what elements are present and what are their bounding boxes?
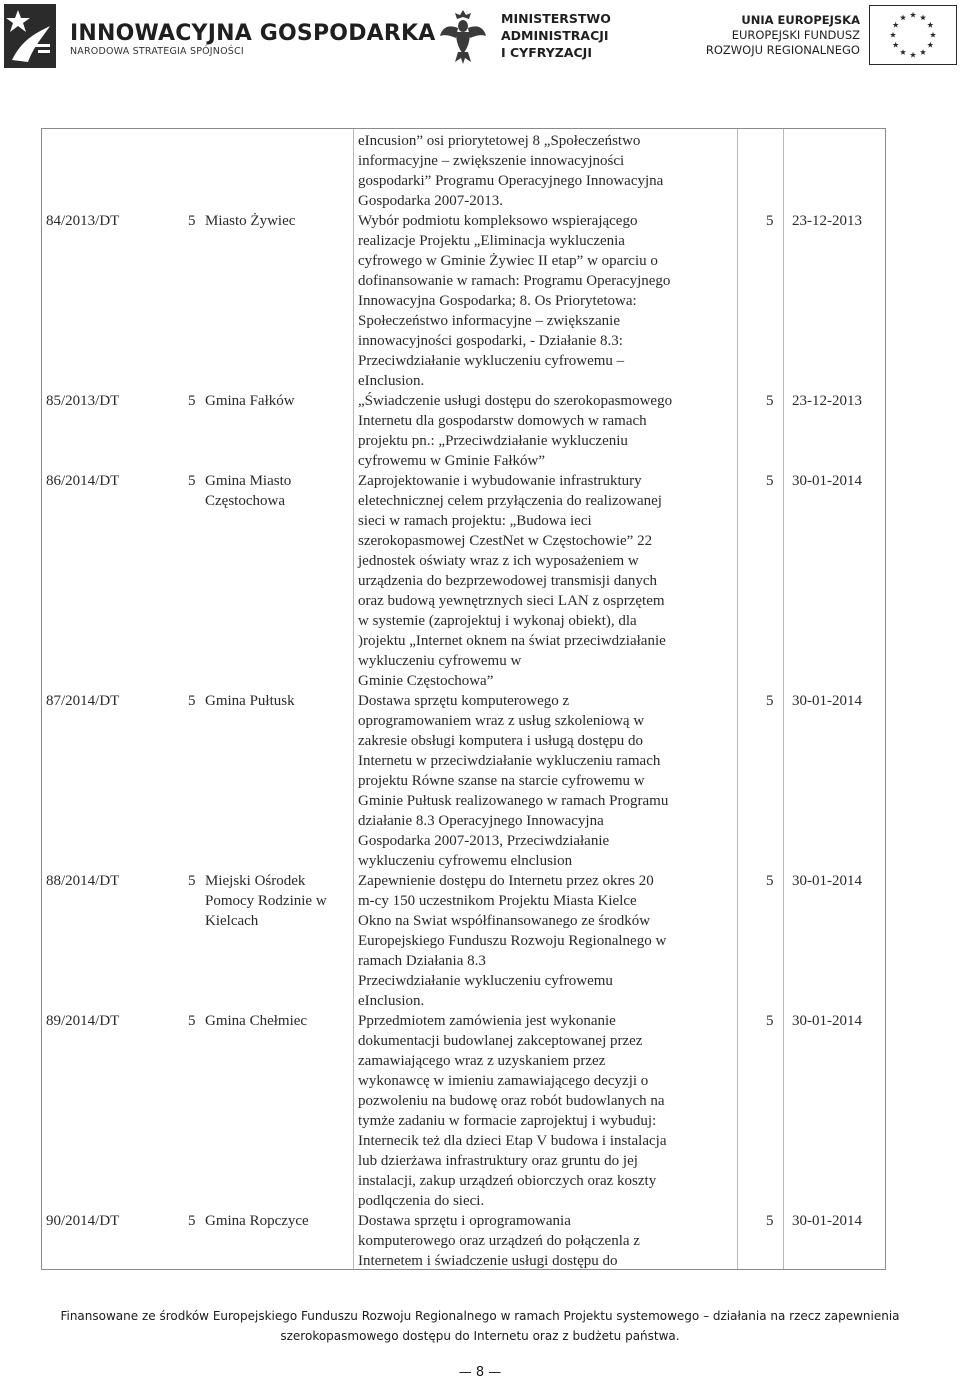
description-line: wykluczeniu cyfrowemu w [358, 653, 522, 669]
ministry-line: MINISTERSTWO [501, 11, 611, 26]
description-line: dofinansowanie w ramach: Programu Operacyjnego [358, 273, 671, 289]
description-line: w systemie (zaprojektuj i wykonaj obiekt), dla [358, 613, 637, 629]
institution-line: Pomocy Rodzinie w [205, 893, 327, 909]
description-cell [358, 471, 718, 691]
description-cell [358, 1011, 718, 1211]
contract-number: 90/2014/DT [46, 1213, 120, 1229]
date-cell: 30-01-2014 [792, 873, 862, 889]
date-cell: 23-12-2013 [792, 213, 862, 229]
description-line: tymże zadaniu w formacie zaprojektuj i wybuduj: [358, 1113, 657, 1129]
institution-cell [205, 391, 347, 411]
institution-line: Gmina Ropczyce [205, 1213, 309, 1229]
ministry-name [501, 10, 611, 61]
description-cell [358, 1211, 718, 1270]
description-line: eInclusion. [358, 993, 425, 1009]
column-divider [783, 129, 784, 1269]
count-cell-b: 5 [766, 393, 774, 409]
description-line: Gospodarka 2007-2013, Przeciwdziałanie [358, 833, 610, 849]
description-line: „Świadczenie usługi dostępu do szerokopasmowego [358, 393, 673, 409]
description-line: Okno na Swiat współfinansowanego ze środków [358, 913, 651, 929]
footer-line: Finansowane ze środków Europejskiego Funduszu Rozwoju Regionalnego w ramach Projektu systemowego – działania na rzecz zapewnienia [60, 1309, 900, 1323]
count-cell: 5 [188, 693, 196, 709]
contract-number: 85/2013/DT [46, 393, 120, 409]
count-cell: 5 [188, 213, 196, 229]
description-line: innowacyjności gospodarki, - Działanie 8.3: [358, 333, 623, 349]
institution-line: Miejski Ośrodek [205, 873, 306, 889]
description-line: eInclusion. [358, 373, 425, 389]
description-line: Gminie Częstochowa” [358, 673, 494, 689]
footer-line: szerokopasmowego dostępu do Internetu oraz z budżetu państwa. [280, 1329, 680, 1343]
description-line: Dostawa sprzętu i oprogramowania [358, 1213, 571, 1229]
count-cell: 5 [188, 1013, 196, 1029]
description-line: Zapewnienie dostępu do Internetu przez okres 20 [358, 873, 654, 889]
count-cell-b: 5 [766, 693, 774, 709]
description-cell [358, 211, 718, 391]
description-line: Pprzedmiotem zamówienia jest wykonanie [358, 1013, 616, 1029]
description-cell [358, 691, 718, 871]
description-line: eIncusion” osi priorytetowej 8 „Społeczeństwo [358, 133, 641, 149]
date-cell: 30-01-2014 [792, 1013, 862, 1029]
description-line: wykluczeniu cyfrowemu elnclusion [358, 853, 573, 869]
description-line: Gminie Pułtusk realizowanego w ramach Programu [358, 793, 669, 809]
contract-number: 86/2014/DT [46, 473, 120, 489]
count-cell: 5 [188, 873, 196, 889]
column-divider [353, 129, 354, 1269]
description-line: instalacji, zakup urządzeń obiorczych oraz koszty [358, 1173, 657, 1189]
innowacyjna-gospodarka-logo [4, 4, 436, 72]
description-line: zamawiającego wraz z uzyskaniem przez [358, 1053, 606, 1069]
contract-number: 84/2013/DT [46, 213, 120, 229]
description-line: komputerowego oraz urządzeń do połączenla z [358, 1233, 640, 1249]
description-line: eletechnicznej celem przyłączenia do realizowanej [358, 493, 662, 509]
contract-number: 88/2014/DT [46, 873, 120, 889]
ig-title: INNOWACYJNA GOSPODARKA [70, 21, 436, 46]
institution-line: Częstochowa [205, 493, 285, 509]
description-line: Internetem i świadczenie usługi dostępu do [358, 1253, 618, 1269]
description-line: Przeciwdziałanie wykluczeniu cyfrowemu – [358, 353, 625, 369]
description-line: m-cy 150 uczestnikom Projektu Miasta Kielce [358, 893, 637, 909]
description-line: podlqczenia do sieci. [358, 1193, 485, 1209]
institution-cell [205, 1011, 347, 1031]
description-line: Społeczeństwo informacyjne – zwiększanie [358, 313, 620, 329]
count-cell-b: 5 [766, 213, 774, 229]
eu-line: EUROPEJSKI FUNDUSZ [731, 28, 860, 42]
description-line: Europejskiego Funduszu Rozwoju Regionalnego w [358, 933, 667, 949]
date-cell: 30-01-2014 [792, 1213, 862, 1229]
innowacyjna-gospodarka-logo-icon [4, 4, 56, 68]
description-line: realizacje Projektu „Eliminacja wykluczenia [358, 233, 625, 249]
institution-line: Gmina Pułtusk [205, 693, 295, 709]
institution-line: Gmina Miasto [205, 473, 292, 489]
eu-flag-icon [869, 5, 957, 65]
count-cell-b: 5 [766, 873, 774, 889]
eu-line: UNIA EUROPEJSKA [741, 13, 860, 27]
date-cell: 30-01-2014 [792, 693, 862, 709]
description-line: Gospodarka 2007-2013. [358, 193, 503, 209]
contract-number: 87/2014/DT [46, 693, 120, 709]
description-line: informacyjne – zwiększenie innowacyjności [358, 153, 625, 169]
column-divider [737, 129, 738, 1269]
ministry-line: I CYFRYZACJI [501, 45, 592, 60]
institution-cell [205, 691, 347, 711]
description-line: sieci w ramach projektu: „Budowa ieci [358, 513, 592, 529]
description-cell [358, 871, 718, 1011]
description-line: Zaprojektowanie i wybudowanie infrastruktury [358, 473, 642, 489]
eu-fund-name [700, 13, 860, 58]
date-cell: 30-01-2014 [792, 473, 862, 489]
description-line: Internetu dla gospodarstw domowych w ramach [358, 413, 647, 429]
institution-line: Miasto Żywiec [205, 213, 296, 229]
description-cell [358, 131, 718, 211]
institution-cell [205, 871, 347, 931]
description-line: szerokopasmowej CzestNet w Częstochowie” 22 [358, 533, 653, 549]
institution-line: Gmina Chełmiec [205, 1013, 308, 1029]
eu-line: ROZWOJU REGIONALNEGO [705, 43, 860, 57]
ministry-line: ADMINISTRACJI [501, 28, 609, 43]
description-line: gospodarki” Programu Operacyjnego Innowacyjna [358, 173, 664, 189]
description-line: projektu pn.: „Przeciwdziałanie wykluczeniu [358, 433, 628, 449]
polish-eagle-emblem-icon [438, 6, 488, 66]
description-line: Innowacyjna Gospodarka; 8. Os Priorytetowa: [358, 293, 637, 309]
description-line: wykonawcę w imieniu zamawiającego decyzji o [358, 1073, 649, 1089]
description-line: Wybór podmiotu kompleksowo wspierającego [358, 213, 638, 229]
description-line: działanie 8.3 Operacyjnego Innowacyjna [358, 813, 604, 829]
institution-cell [205, 1211, 347, 1231]
description-line: cyfrowego w Gminie Żywiec II etap” w oparciu o [358, 253, 658, 269]
page-number: — 8 — [458, 1365, 502, 1380]
description-line: lub dzierżawa infrastruktury oraz gruntu do jej [358, 1153, 638, 1169]
description-line: dokumentacji budowlanej zakceptowanej przez [358, 1033, 643, 1049]
ig-subtitle: NARODOWA STRATEGIA SPÓJNOŚCI [70, 46, 244, 57]
institution-cell [205, 211, 347, 231]
description-line: pozwoleniu na budowę oraz robót budowlanych na [358, 1093, 665, 1109]
institution-line: Gmina Fałków [205, 393, 295, 409]
description-line: Przeciwdziałanie wykluczeniu cyfrowemu [358, 973, 613, 989]
count-cell-b: 5 [766, 1213, 774, 1229]
count-cell: 5 [188, 473, 196, 489]
count-cell: 5 [188, 393, 196, 409]
description-line: Dostawa sprzętu komputerowego z [358, 693, 570, 709]
page-footer [0, 1306, 960, 1346]
description-line: )rojektu „Internet oknem na świat przeciwdziałanie [358, 633, 666, 649]
description-line: projektu Równe szanse na starcie cyfrowemu w [358, 773, 645, 789]
description-line: oprogramowaniem wraz z usług szkoleniową w [358, 713, 645, 729]
institution-cell [205, 471, 347, 511]
contracts-table [41, 128, 886, 1270]
page-header [0, 0, 960, 82]
page-number-value: 8 [475, 1365, 485, 1380]
count-cell-b: 5 [766, 1013, 774, 1029]
description-line: jednostek oświaty wraz z ich wyposażeniem w [358, 553, 639, 569]
description-line: urządzenia do bezprzewodowej transmisji danych [358, 573, 658, 589]
count-cell-b: 5 [766, 473, 774, 489]
description-line: ramach Działania 8.3 [358, 953, 486, 969]
description-line: Internecik też dla dzieci Etap V budowa i instalacja [358, 1133, 667, 1149]
description-line: cyfrowemu w Gminie Fałków” [358, 453, 546, 469]
description-cell [358, 391, 718, 471]
institution-line: Kielcach [205, 913, 259, 929]
count-cell: 5 [188, 1213, 196, 1229]
date-cell: 23-12-2013 [792, 393, 862, 409]
contract-number: 89/2014/DT [46, 1013, 120, 1029]
description-line: oraz budową yewnętrznych sieci LAN z osprzętem [358, 593, 665, 609]
description-line: Internetu w przeciwdziałanie wykluczeniu ramach [358, 753, 661, 769]
description-line: zakresie obsługi komputera i usługą dostępu do [358, 733, 643, 749]
